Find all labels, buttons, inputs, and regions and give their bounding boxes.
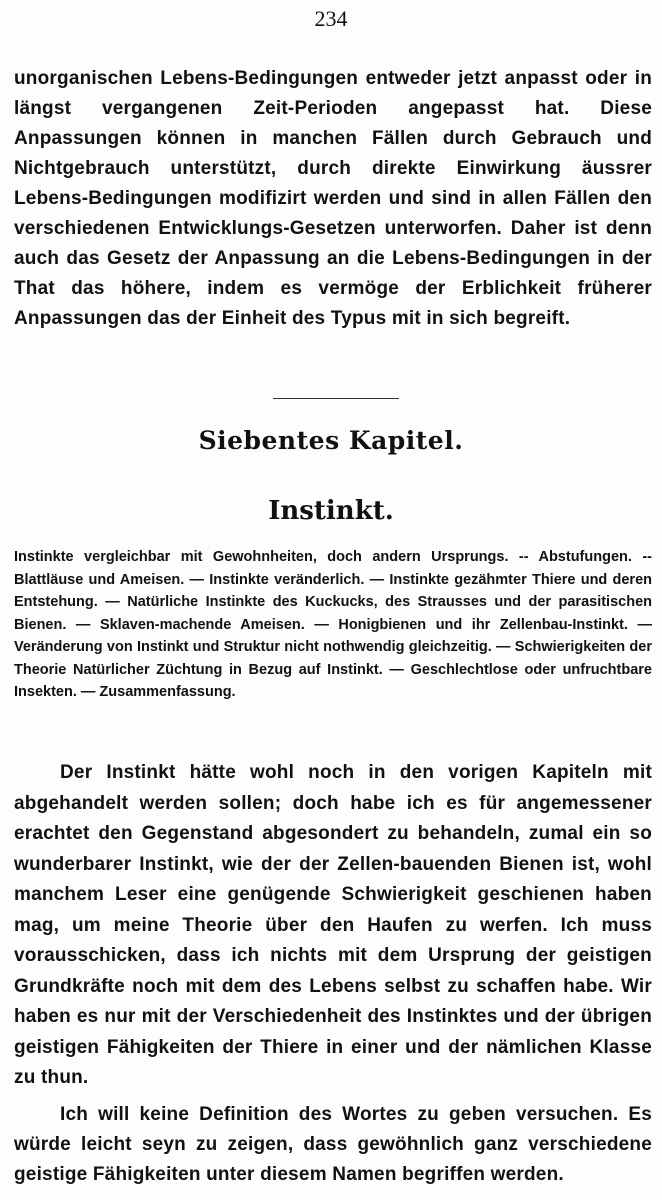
- section-divider: [273, 398, 399, 399]
- chapter-title: Instinkt.: [268, 496, 394, 526]
- paragraph-chapter-intro: Der Instinkt hätte wohl noch in den vorigen Kapiteln mit abgehandelt werden sollen; doch habe ich es für angemessener erachtet den Gegenstand abgesondert zu behandeln, zumal ein so wunderbarer Instinkt, wie der der Zellen-bauenden Bienen ist, wohl manchem Leser eine genügende Schwierigkeit geschienen haben mag, um meine Theorie über den Haufen zu werfen. Ich muss vorausschicken, dass ich nichts mit dem Ursprung der geistigen Grundkräfte noch mit dem des Lebens selbst zu schaffen habe. Wir haben es nur mit der Verschiedenheit des Instinktes und der übrigen geistigen Fähigkeiten der Thiere in einer und der nämlichen Klasse zu thun.: [14, 762, 652, 1088]
- page-number: 234: [314, 6, 348, 31]
- paragraph-definition: Ich will keine Definition des Wortes zu geben versuchen. Es würde leicht seyn zu zeigen, dass gewöhnlich ganz verschiedene geistige Fähigkeiten unter diesem Namen begriffen werden.: [14, 1104, 652, 1185]
- chapter-summary: Instinkte vergleichbar mit Gewohnheiten, doch andern Ursprungs. -- Abstufungen. -- Blattläuse und Ameisen. — Instinkte veränderlich. — Instinkte gezähmter Thiere und deren Entstehung. — Natürliche Instinkte des Kuckucks, des Strausses und der parasitischen Bienen. — Sklaven-machende Ameisen. — Honigbienen und ihr Zellenbau-Instinkt. — Veränderung von Instinkt und Struktur nicht nothwendig gleichzeitig. — Schwierigkeiten der Theorie Natürlicher Züchtung in Bezug auf Instinkt. — Geschlechtlose oder unfruchtbare Insekten. — Zusammenfassung.: [14, 549, 652, 700]
- paragraph-intro: unorganischen Lebens-Bedingungen entweder jetzt anpasst oder in längst vergangenen Zeit-Perioden angepasst hat. Diese Anpassungen können in manchen Fällen durch Gebrauch und Nichtgebrauch unterstützt, durch direkte Einwirkung äussrer Lebens-Bedingungen modifizirt werden und sind in allen Fällen den verschiedenen Entwicklungs-Gesetzen unterworfen. Daher ist denn auch das Gesetz der Anpassung an die Lebens-Bedingungen in der That das höhere, indem es vermöge der Erblichkeit früherer Anpassungen das der Einheit des Typus mit in sich begreift.: [14, 68, 652, 329]
- chapter-number-heading: Siebentes Kapitel.: [198, 426, 464, 455]
